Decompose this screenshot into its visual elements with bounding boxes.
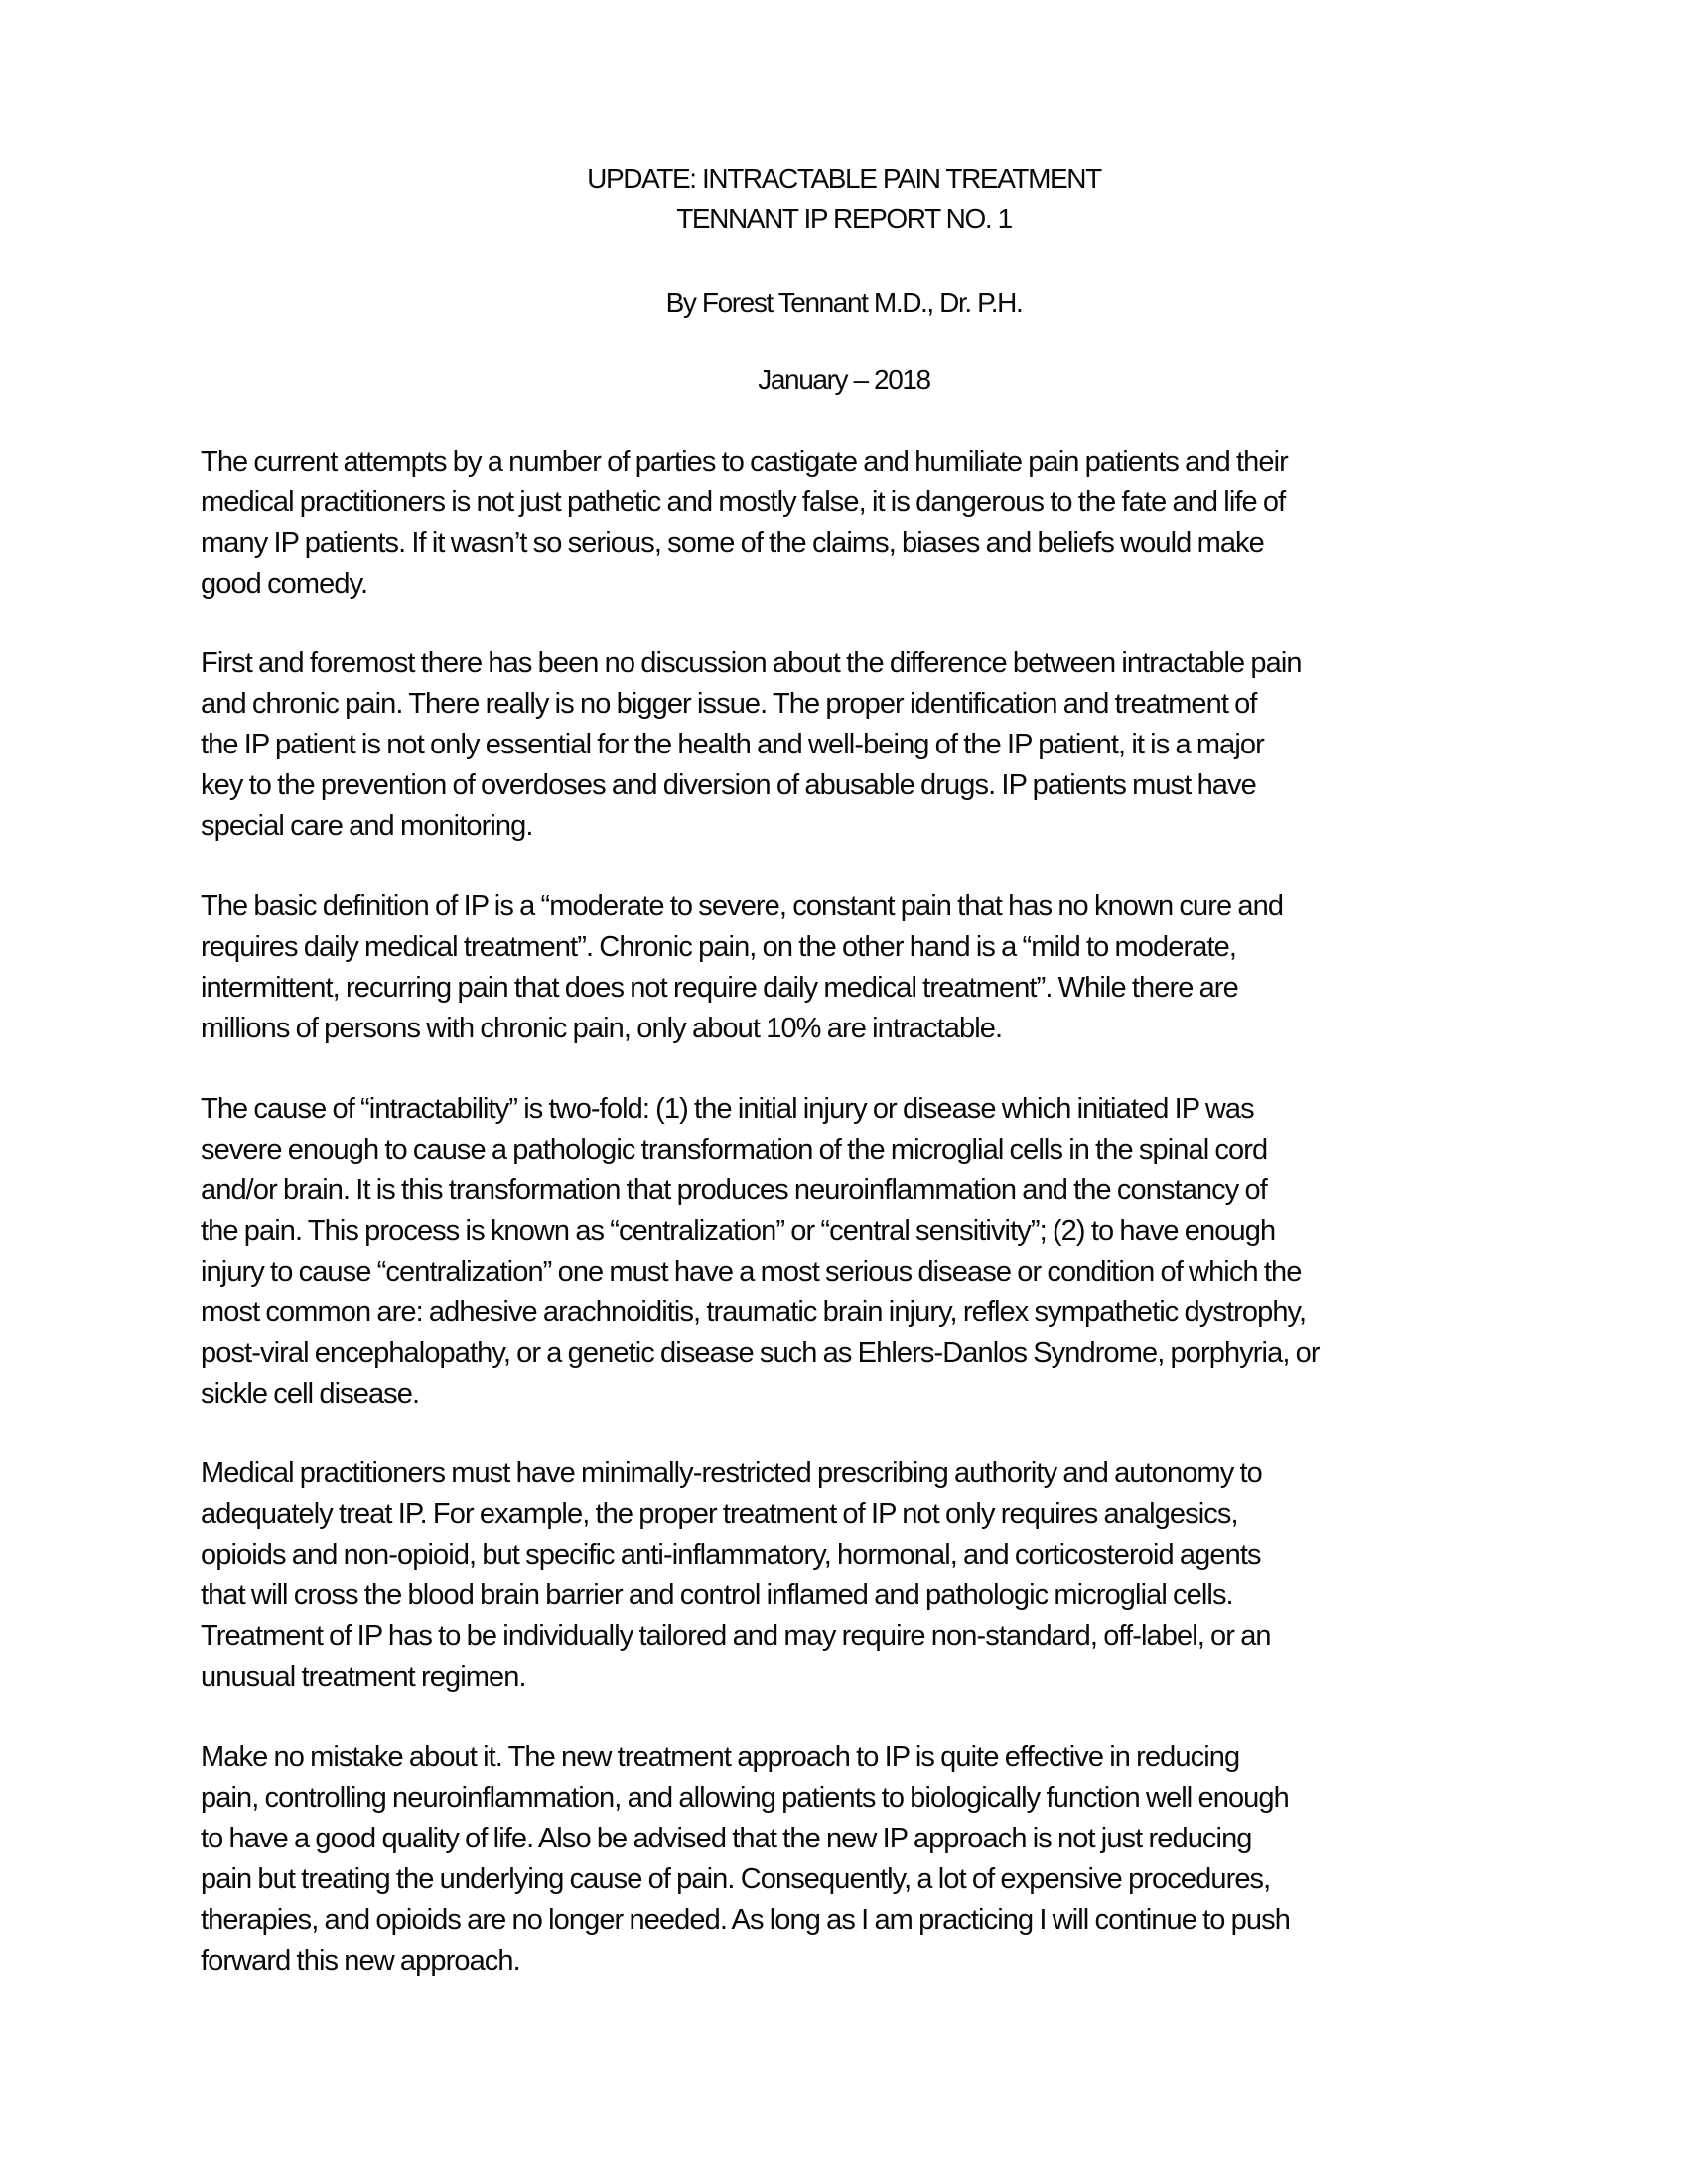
paragraph-line: The basic definition of IP is a “moderate to severe, constant pain that has no known cure and	[201, 890, 1284, 922]
paragraph-line: to have a good quality of life. Also be advised that the new IP approach is not just reducing	[201, 1823, 1252, 1854]
paragraph-line: The current attempts by a number of parties to castigate and humiliate pain patients and their	[201, 446, 1288, 478]
paragraph-line: therapies, and opioids are no longer needed. As long as I am practicing I will continue to push	[201, 1904, 1290, 1936]
paragraph-line: adequately treat IP. For example, the proper treatment of IP not only requires analgesics,	[201, 1498, 1238, 1530]
paragraph-line: The cause of “intractability” is two-fold: (1) the initial injury or disease which initiated IP was	[201, 1093, 1254, 1125]
paragraph-line: intermittent, recurring pain that does not require daily medical treatment”. While there are	[201, 972, 1238, 1004]
document-title-line-2: TENNANT IP REPORT NO. 1	[676, 204, 1012, 234]
paragraph-3	[201, 887, 1521, 1049]
paragraph-line: requires daily medical treatment”. Chronic pain, on the other hand is a “mild to moderate,	[201, 931, 1237, 963]
paragraph-line: First and foremost there has been no discussion about the difference between intractable pain	[201, 647, 1302, 679]
paragraph-line: many IP patients. If it wasn’t so serious, some of the claims, biases and beliefs would make	[201, 527, 1264, 559]
paragraph-line: the pain. This process is known as “centralization” or “central sensitivity”; (2) to have enough	[201, 1215, 1276, 1247]
paragraph-line: forward this new approach.	[201, 1945, 520, 1977]
paragraph-6	[201, 1737, 1521, 1981]
paragraph-line: good comedy.	[201, 568, 368, 600]
paragraph-line: Treatment of IP has to be individually tailored and may require non-standard, off-label, or an	[201, 1620, 1271, 1652]
paragraph-line: pain, controlling neuroinflammation, and allowing patients to biologically function well enough	[201, 1782, 1289, 1814]
paragraph-2	[201, 643, 1521, 847]
paragraph-line: pain but treating the underlying cause of pain. Consequently, a lot of expensive procedures,	[201, 1863, 1271, 1895]
paragraph-line: and/or brain. It is this transformation that produces neuroinflammation and the constancy of	[201, 1174, 1267, 1206]
paragraph-line: Make no mistake about it. The new treatment approach to IP is quite effective in reducing	[201, 1741, 1240, 1773]
paragraph-line: millions of persons with chronic pain, only about 10% are intractable.	[201, 1013, 1003, 1044]
paragraph-line: severe enough to cause a pathologic transformation of the microglial cells in the spinal cord	[201, 1134, 1268, 1165]
paragraph-line: unusual treatment regimen.	[201, 1661, 526, 1693]
paragraph-4	[201, 1089, 1521, 1415]
paragraph-line: and chronic pain. There really is no bigger issue. The proper identification and treatment of	[201, 688, 1257, 720]
paragraph-line: medical practitioners is not just pathetic and mostly false, it is dangerous to the fate and life of	[201, 486, 1286, 518]
paragraph-line: special care and monitoring.	[201, 810, 533, 842]
paragraph-5	[201, 1453, 1521, 1698]
document-title-line-1: UPDATE: INTRACTABLE PAIN TREATMENT	[587, 163, 1101, 194]
document-date: January – 2018	[758, 364, 930, 395]
paragraph-line: the IP patient is not only essential for the health and well-being of the IP patient, it is a major	[201, 729, 1264, 760]
paragraph-line: post-viral encephalopathy, or a genetic disease such as Ehlers-Danlos Syndrome, porphyria, or	[201, 1337, 1320, 1369]
paragraph-line: key to the prevention of overdoses and diversion of abusable drugs. IP patients must have	[201, 769, 1256, 801]
paragraph-line: sickle cell disease.	[201, 1378, 420, 1410]
paragraph-1	[201, 442, 1521, 605]
paragraph-line: Medical practitioners must have minimally-restricted prescribing authority and autonomy to	[201, 1457, 1262, 1489]
paragraph-line: opioids and non-opioid, but specific anti-inflammatory, hormonal, and corticosteroid agents	[201, 1539, 1261, 1570]
paragraph-line: injury to cause “centralization” one must have a most serious disease or condition of which the	[201, 1256, 1302, 1288]
document-byline: By Forest Tennant M.D., Dr. P.H.	[665, 287, 1023, 318]
paragraph-line: most common are: adhesive arachnoiditis, traumatic brain injury, reflex sympathetic dystrophy,	[201, 1297, 1307, 1328]
paragraph-line: that will cross the blood brain barrier and control inflamed and pathologic microglial cells.	[201, 1579, 1233, 1611]
